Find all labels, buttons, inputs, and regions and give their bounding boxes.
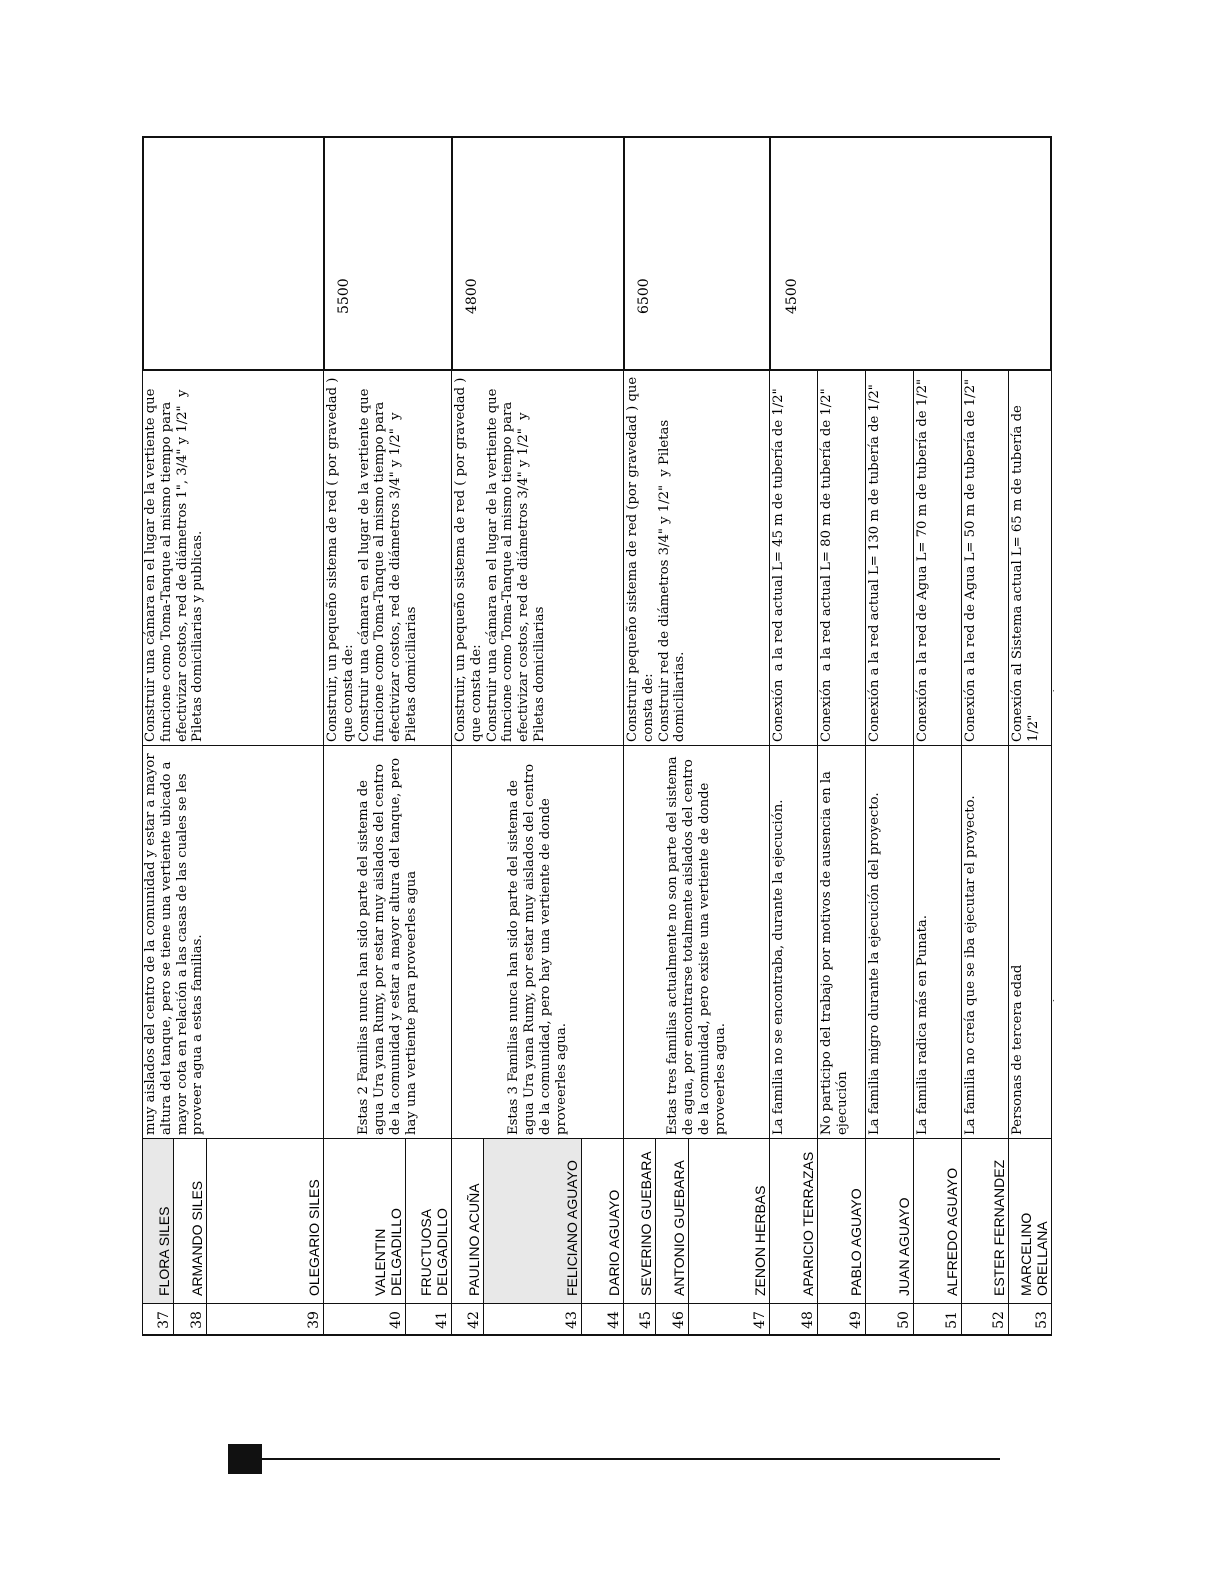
rotated-table-container — [142, 106, 1230, 1336]
row-number: 51 — [944, 1311, 960, 1329]
table-group — [1009, 106, 1052, 1336]
reason-text: La familia migro durante la ejecución del proyecto. — [867, 792, 882, 1135]
table-edge — [142, 371, 143, 1336]
row-number: 44 — [606, 1311, 622, 1329]
cost-value: 5500 — [336, 278, 352, 314]
family-name-text: PABLO AGUAYO — [848, 1188, 864, 1296]
family-name-text: ARMANDO SILES — [189, 1180, 205, 1296]
column-line — [142, 1303, 1052, 1304]
cost-divider — [623, 136, 625, 371]
row-number: 40 — [388, 1311, 404, 1329]
column-line — [142, 1334, 1052, 1336]
family-name-text: ZENON HERBAS — [752, 1185, 768, 1296]
family-name — [1052, 1139, 1054, 1304]
family-name-text: FELICIANO AGUAYO — [564, 1160, 580, 1296]
row-number: 49 — [848, 1311, 864, 1329]
column-line — [142, 136, 1052, 138]
row-number: 42 — [466, 1311, 482, 1329]
row-number: 37 — [156, 1311, 172, 1329]
family-name-text: OLEGARIO SILES — [306, 1179, 322, 1296]
cost-divider — [451, 136, 453, 371]
row-number: 45 — [638, 1311, 654, 1329]
column-line — [142, 1138, 1052, 1139]
action-text: Conexión a la red de Agua L= 50 m de tubería de 1/2" — [963, 378, 978, 742]
row-number: 47 — [752, 1311, 768, 1329]
row-number: 50 — [896, 1311, 912, 1329]
table-group — [962, 106, 1009, 1336]
footer-marker — [228, 1444, 262, 1474]
footer-rule — [262, 1458, 1000, 1460]
families-table — [142, 106, 1052, 1336]
cost-value: 6500 — [636, 278, 652, 314]
row-number — [1052, 1304, 1054, 1336]
reason-text: muy aislados del centro de la comunidad y estar a mayor altura del tanque, pero se tiene una vertiente ubicado a mayor cota en relación a las casas de las cuales se les proveer agua a estas familias. — [143, 749, 206, 1135]
family-name-text: ESTER FERNANDEZ — [991, 1159, 1007, 1296]
family-name-text: APARICIO TERRAZAS — [800, 1151, 816, 1296]
family-name-text: MARCELINO ORELLANA — [1018, 1212, 1050, 1296]
cost-value: 4500 — [784, 278, 800, 314]
family-name-text: JUAN AGUAYO — [896, 1197, 912, 1296]
reason-text — [1052, 746, 1054, 1139]
table-group — [142, 106, 324, 1336]
reason-text: Personas de tercera edad — [1010, 964, 1025, 1135]
row-number: 41 — [434, 1311, 450, 1329]
column-line — [142, 369, 1052, 371]
reason-text: La familia radica más en Punata. — [915, 915, 930, 1135]
action-text: Conexión a la red actual L= 45 m de tubería de 1/2" — [771, 388, 786, 742]
reason-text: La familia no se encontraba, durante la ejecución. — [771, 799, 786, 1135]
family-name-text: FRUCTUOSA DELGADILLO — [418, 1208, 450, 1296]
action-text: Conexión a la red actual L= 80 m de tubería de 1/2" — [819, 388, 834, 742]
table-group — [866, 106, 914, 1336]
row-number: 46 — [671, 1311, 687, 1329]
cost-divider — [769, 136, 771, 371]
action-text: Construir una cámara en el lugar de la vertiente que funcione como Toma-Tanque al mismo tiempo para efectivizar costos, red de diámetros 1", 3/4" y 1/2" y Piletas domiciliarias y publicas. — [143, 384, 206, 742]
reason-text: Estas 3 Familias nunca han sido parte del sistema de agua Ura yana Rumy, por estar muy aislados del centro de la comunidad, pero hay una vertiente de donde proveerles agua. — [506, 759, 569, 1135]
action-text: Construir, un pequeño sistema de red ( por gravedad ) que consta de: Construir una cámara en el lugar de la vertiente que funcione como Toma-Tanque al mismo tiempo para efectivizar costos, red de diámetros 3/4" y 1/2" y Piletas domiciliarias — [453, 377, 547, 742]
reason-text: Estas tres familias actualmente no son parte del sistema de agua, por encontrarse totalmente aislados del centro de la comunidad, pero existe una vertiente de donde proveerles agua. — [665, 752, 728, 1135]
family-name-text: VALENTIN DELGADILLO — [372, 1208, 404, 1296]
row-number: 43 — [564, 1311, 580, 1329]
action-text: Conexión a la red actual L= 130 m de tubería de 1/2" — [867, 384, 882, 742]
table-group — [914, 106, 962, 1336]
action-text: Conexión a la red de Agua L= 70 m de tubería de 1/2" — [915, 378, 930, 742]
reason-text: No participo del trabajo por motivos de ausencia en la ejecución — [819, 766, 850, 1135]
family-name-text: ANTONIO GUEBARA — [671, 1160, 687, 1296]
family-name-text: FLORA SILES — [156, 1206, 172, 1296]
action-text: Construir, un pequeño sistema de red ( por gravedad ) que consta de: Construir una cámara en el lugar de la vertiente que funcione como Toma-Tanque al mismo tiempo para efectivizar costos, red de diámetros 3/4" y 1/2" y Piletas domiciliarias — [325, 377, 419, 742]
row-number: 52 — [991, 1311, 1007, 1329]
action-text: Construir pequeño sistema de red (por gravedad ) que consta de: Construir red de diámetros 3/4" y 1/2" y Piletas domiciliarias. — [625, 376, 688, 742]
cost-divider — [323, 136, 325, 371]
family-name-text: DARIO AGUAYO — [606, 1189, 622, 1296]
reason-text: La familia no creía que se iba ejecutar el proyecto. — [963, 795, 978, 1135]
cost-value: 4800 — [464, 278, 480, 314]
cost-divider — [142, 136, 144, 371]
row-number: 53 — [1034, 1311, 1050, 1329]
family-name-text: PAULINO ACUÑA — [466, 1183, 482, 1296]
family-name-text: SEVERINO GUEBARA — [638, 1151, 654, 1296]
family-name-text: ALFREDO AGUAYO — [944, 1167, 960, 1296]
action-text — [1052, 371, 1054, 746]
row-number: 39 — [306, 1311, 322, 1329]
table-group — [818, 106, 866, 1336]
action-text: Conexión al Sistema actual L= 65 m de tubería de 1/2" — [1010, 400, 1041, 742]
row-number: 48 — [800, 1311, 816, 1329]
row-number: 38 — [189, 1311, 205, 1329]
column-line — [142, 745, 1052, 746]
cost-bottom-divider — [1050, 136, 1052, 371]
reason-text: Estas 2 Familias nunca han sido parte del sistema de agua Ura yana Rumy, por estar muy aislados del centro de la comunidad y estar a mayor altura del tanque, pero hay una vertiente para proveerles agua — [356, 753, 419, 1135]
